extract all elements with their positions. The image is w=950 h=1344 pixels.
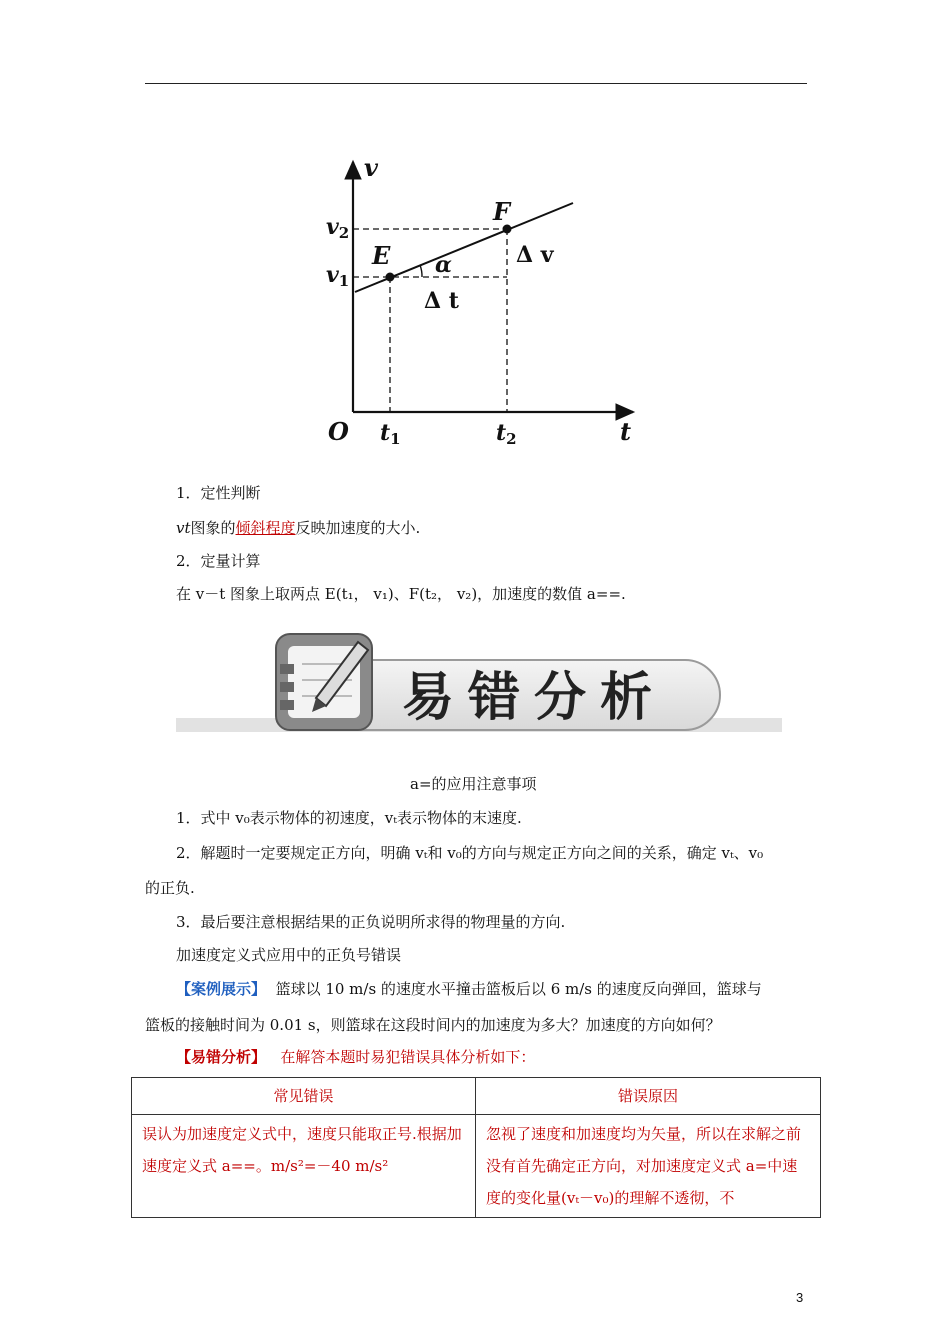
notepad-pencil-icon — [276, 634, 372, 730]
table-row — [132, 1115, 821, 1218]
banner-title: 易错分析 — [402, 668, 667, 728]
notes-subtitle: 加速度定义式应用中的正负号错误 — [176, 946, 402, 964]
col2-header: 错误原因 — [476, 1078, 821, 1115]
col1-header: 常见错误 — [132, 1078, 476, 1115]
origin-label: O — [328, 417, 349, 446]
svg-text:t2 — [496, 420, 517, 448]
t2-label: t — [496, 420, 507, 446]
t1-sub: 1 — [390, 430, 401, 448]
point-e-dot — [386, 273, 395, 282]
section2-heading: 2．定量计算 — [176, 552, 261, 570]
case-line1 — [176, 978, 762, 1000]
notes-item1: 1．式中 v₀表示物体的初速度，vₜ表示物体的末速度. — [176, 809, 522, 827]
col1-cell: 误认为加速度定义式中，速度只能取正号.根据加速度定义式 a==。m/s²=－40 m/s² — [132, 1115, 476, 1218]
case-tag: 【案例展示】 — [176, 980, 267, 998]
section2-line: 在 v－t 图象上取两点 E(t₁， v₁)、F(t₂， v₂)，加速度的数值 a==. — [176, 585, 626, 603]
v-axis-label: v — [364, 153, 378, 182]
analysis-line — [176, 1046, 535, 1068]
header-rule — [145, 83, 807, 84]
analysis-tag: 【易错分析】 — [176, 1048, 267, 1066]
section1-highlight: 倾斜程度 — [235, 519, 296, 537]
notes-title: a=的应用注意事项 — [410, 775, 537, 793]
table-header-row — [132, 1078, 821, 1115]
svg-text:t1 — [380, 420, 401, 448]
point-e-label: E — [372, 241, 391, 270]
notes-item3: 3．最后要注意根据结果的正负说明所求得的物理量的方向. — [176, 913, 566, 931]
point-f-label: F — [493, 197, 511, 226]
error-analysis-banner — [176, 614, 782, 738]
delta-v-label: Δ v — [516, 242, 554, 268]
section1-vt: vt — [176, 519, 191, 537]
section1-line — [176, 517, 420, 539]
t2-sub: 2 — [506, 430, 517, 448]
t1-label: t — [380, 420, 391, 446]
analysis-text: 在解答本题时易犯错误具体分析如下： — [280, 1048, 536, 1066]
t-axis-label: t — [620, 417, 632, 446]
svg-text:v2 — [326, 214, 349, 242]
section1-mid: 图象的 — [190, 519, 236, 537]
v2-sub: 2 — [338, 224, 350, 242]
svg-text:v1 — [326, 262, 349, 290]
v1-label: v — [326, 262, 339, 288]
delta-t-label: Δ t — [424, 288, 459, 314]
notes-item2a: 2．解题时一定要规定正方向，明确 vₜ和 v₀的方向与规定正方向之间的关系，确定 vₜ、v₀ — [176, 844, 764, 862]
notes-item2b: 的正负. — [145, 879, 195, 897]
case-text1: 篮球以 10 m/s 的速度水平撞击篮板后以 6 m/s 的速度反向弹回，篮球与 — [275, 980, 762, 998]
section1-heading: 1．定性判断 — [176, 484, 261, 502]
case-line2: 篮板的接触时间为 0.01 s，则篮球在这段时间内的加速度为多大？加速度的方向如何？ — [145, 1016, 721, 1034]
angle-arc — [420, 265, 422, 277]
vt-graph-figure — [318, 150, 648, 455]
v1-sub: 1 — [338, 272, 350, 290]
col2-cell: 忽视了速度和加速度均为矢量，所以在求解之前没有首先确定正方向，对加速度定义式 a=中速度的变化量(vₜ－v₀)的理解不透彻，不 — [476, 1115, 821, 1218]
error-table — [131, 1077, 821, 1218]
section1-post: 反映加速度的大小. — [295, 519, 421, 537]
v2-label: v — [326, 214, 339, 240]
page-number: 3 — [796, 1290, 804, 1305]
angle-label: α — [435, 252, 452, 278]
